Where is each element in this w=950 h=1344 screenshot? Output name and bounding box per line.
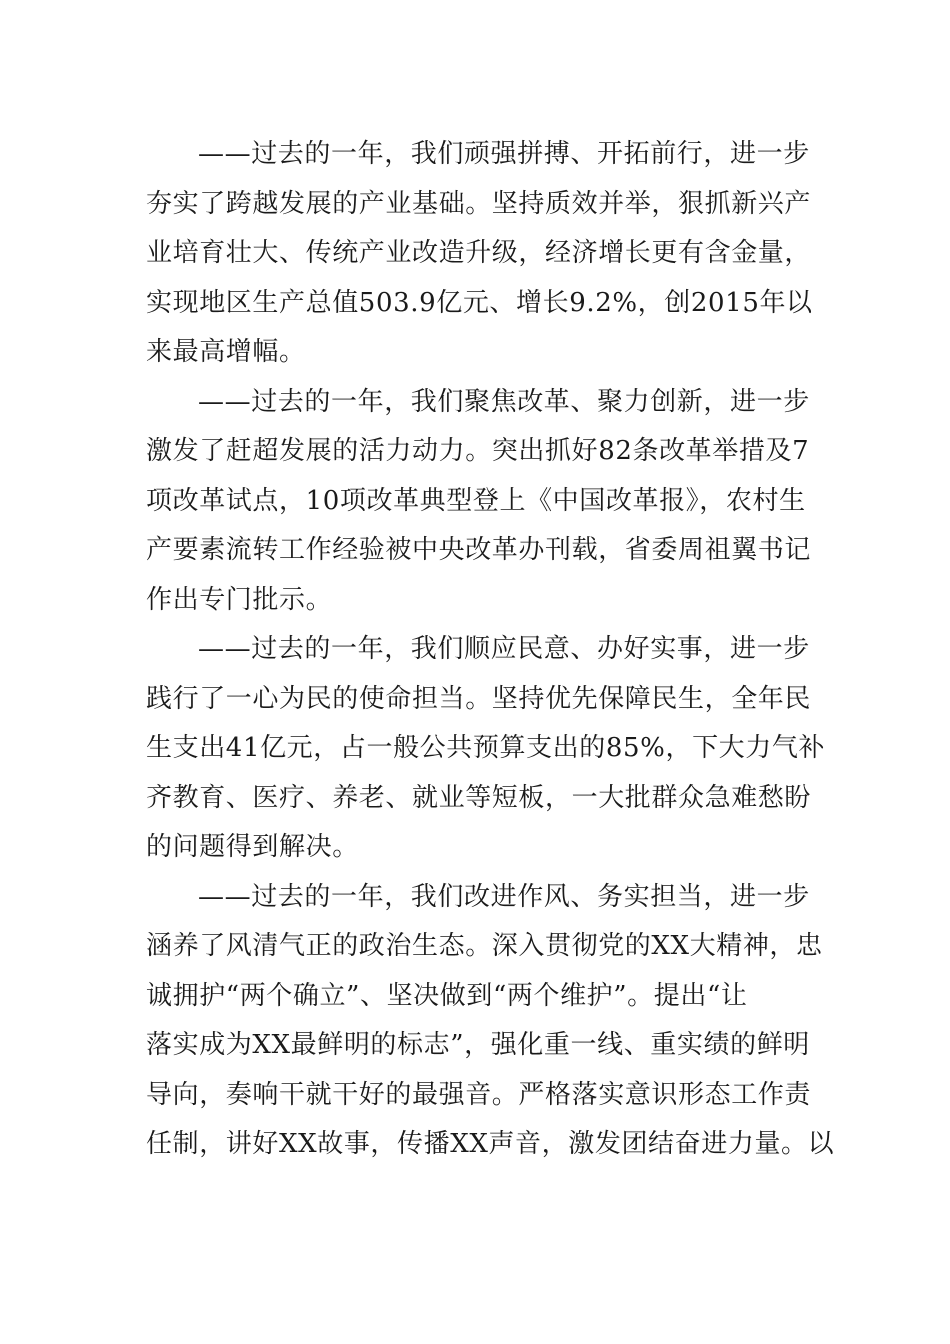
- body-text: [146, 130, 835, 1170]
- text-line: 来最高增幅。: [146, 337, 306, 367]
- text-line: 诚拥护“两个确立”、坚决做到“两个维护”。提出“让: [146, 980, 748, 1011]
- text-line: 涵养了风清气正的政治生态。深入贯彻党的XX大精神，忠: [146, 931, 823, 961]
- text-line: 生支出41亿元，占一般公共预算支出的85%，下大力气补: [146, 733, 826, 763]
- text-line: 导向，奏响干就干好的最强音。严格落实意识形态工作责: [146, 1079, 812, 1110]
- text-line: 业培育壮大、传统产业改造升级，经济增长更有含金量，: [146, 238, 812, 268]
- text-line: 任制，讲好XX故事，传播XX声音，激发团结奋进力量。以: [146, 1129, 835, 1159]
- text-line: ——过去的一年，我们改进作风、务实担当，进一步: [198, 881, 810, 912]
- text-line: 夯实了跨越发展的产业基础。坚持质效并举，狠抓新兴产: [146, 188, 812, 219]
- text-line: 项改革试点，10项改革典型登上《中国改革报》，农村生: [146, 485, 806, 516]
- paragraph-reform: [146, 378, 812, 626]
- paragraph-industry: [146, 130, 813, 378]
- text-line: 落实成为XX最鲜明的标志”，强化重一线、重实绩的鲜明: [146, 1030, 810, 1060]
- text-line: 产要素流转工作经验被中央改革办刊载，省委周祖翼书记: [146, 535, 812, 565]
- text-line: ——过去的一年，我们聚焦改革、聚力创新，进一步: [198, 386, 810, 417]
- text-line: 实现地区生产总值503.9亿元、增长9.2%，创2015年以: [146, 287, 813, 318]
- text-line: ——过去的一年，我们顽强拼搏、开拓前行，进一步: [198, 139, 810, 169]
- text-line: 践行了一心为民的使命担当。坚持优先保障民生，全年民: [146, 683, 812, 714]
- text-line: ——过去的一年，我们顺应民意、办好实事，进一步: [198, 634, 810, 664]
- paragraph-livelihood: [146, 625, 826, 873]
- text-line: 的问题得到解决。: [146, 832, 359, 862]
- paragraph-style: [146, 873, 835, 1170]
- text-line: 作出专门批示。: [146, 584, 333, 615]
- text-line: 激发了赶超发展的活力动力。突出抓好82条改革举措及7: [146, 436, 810, 466]
- text-line: 齐教育、医疗、养老、就业等短板，一大批群众急难愁盼: [146, 782, 812, 813]
